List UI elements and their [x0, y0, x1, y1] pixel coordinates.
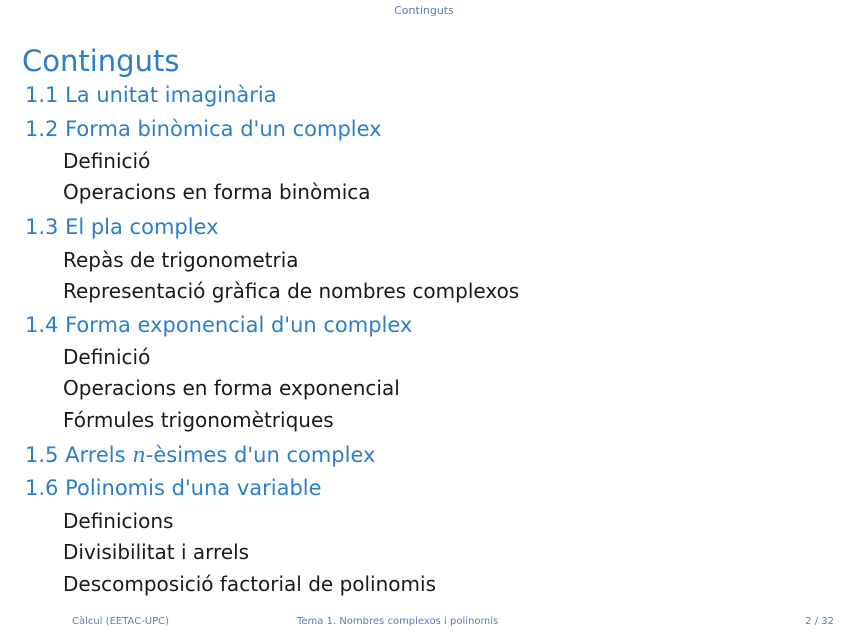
toc-section-1-4[interactable]: 1.4 Forma exponencial d'un complex — [25, 313, 413, 337]
frame-title: Continguts — [22, 44, 180, 78]
toc-section-1-6[interactable]: 1.6 Polinomis d'una variable — [25, 476, 322, 500]
toc-section-1-2[interactable]: 1.2 Forma binòmica d'un complex — [25, 117, 382, 141]
toc-section-1-5-suffix: -èsimes d'un complex — [145, 443, 376, 467]
toc-subsection[interactable]: Operacions en forma exponencial — [63, 376, 400, 400]
toc-subsection[interactable]: Fórmules trigonomètriques — [63, 408, 334, 432]
toc-section-1-1[interactable]: 1.1 La unitat imaginària — [25, 83, 277, 107]
math-variable-n: n — [132, 443, 146, 467]
toc-subsection[interactable]: Definicions — [63, 509, 174, 533]
toc-section-1-5[interactable] — [25, 443, 375, 467]
toc-subsection[interactable]: Definició — [63, 345, 151, 369]
header-title: Continguts — [394, 4, 454, 17]
toc-section-1-3[interactable]: 1.3 El pla complex — [25, 215, 219, 239]
footer-course: Càlcul (EETAC-UPC) — [72, 616, 170, 627]
toc-section-1-5-prefix: 1.5 Arrels — [25, 443, 133, 467]
footer-page-number: 2 / 32 — [805, 616, 834, 627]
toc-subsection[interactable]: Operacions en forma binòmica — [63, 180, 371, 204]
toc-subsection[interactable]: Repàs de trigonometria — [63, 248, 299, 272]
toc-subsection[interactable]: Definició — [63, 149, 151, 173]
toc-subsection[interactable]: Divisibilitat i arrels — [63, 540, 250, 564]
footer — [0, 616, 848, 632]
toc-subsection[interactable]: Descomposició factorial de polinomis — [63, 572, 436, 596]
toc-subsection[interactable]: Representació gràfica de nombres complexos — [63, 279, 520, 303]
footer-topic: Tema 1. Nombres complexos i polinomis — [297, 616, 499, 627]
